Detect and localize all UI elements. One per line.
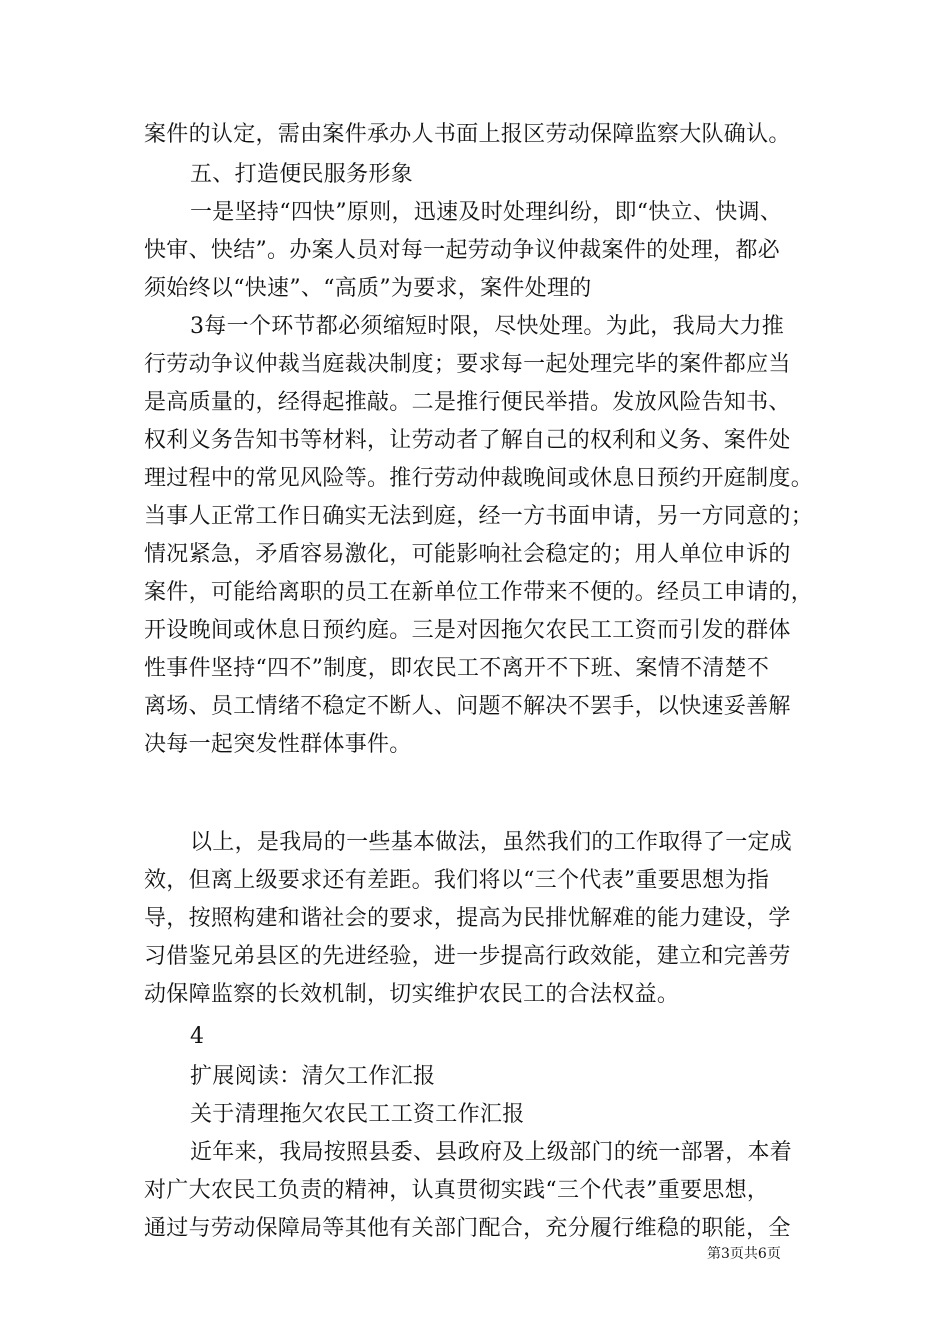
text-line: 开设晚间或休息日预约庭。三是对因拖欠农民工工资而引发的群体 bbox=[144, 618, 791, 643]
text-line: 动保障监察的长效机制，切实维护农民工的合法权益。 bbox=[144, 982, 680, 1007]
text-line: 理过程中的常见风险等。推行劳动仲裁晚间或休息日预约开庭制度。 bbox=[144, 466, 814, 491]
text-line: 导，按照构建和谐社会的要求，提高为民排忧解难的能力建设，学 bbox=[144, 906, 791, 931]
text-line: 3每一个环节都必须缩短时限，尽快处理。为此，我局大力推 bbox=[190, 314, 785, 339]
report-title: 关于清理拖欠农民工工资工作汇报 bbox=[190, 1102, 525, 1127]
section-heading: 五、打造便民服务形象 bbox=[190, 162, 414, 187]
page-footer: 第3页共6页 bbox=[707, 1246, 781, 1262]
text-line: 行劳动争议仲裁当庭裁决制度；要求每一起处理完毕的案件都应当 bbox=[144, 352, 791, 377]
text-line: 对广大农民工负责的精神，认真贯彻实践“三个代表”重要思想， bbox=[144, 1178, 770, 1203]
text-line: 是高质量的，经得起推敲。二是推行便民举措。发放风险告知书、 bbox=[144, 390, 791, 415]
text-line: 通过与劳动保障局等其他有关部门配合，充分履行维稳的职能，全 bbox=[144, 1216, 791, 1241]
text-line: 权利义务告知书等材料，让劳动者了解自己的权利和义务、案件处 bbox=[144, 428, 791, 453]
text-line: 决每一起突发性群体事件。 bbox=[144, 732, 412, 757]
text-line: 须始终以“快速”、“高质”为要求，案件处理的 bbox=[144, 276, 592, 301]
text-line: 性事件坚持“四不”制度，即农民工不离开不下班、案情不清楚不 bbox=[144, 656, 770, 681]
text-line: 案件的认定，需由案件承办人书面上报区劳动保障监察大队确认。 bbox=[144, 122, 791, 147]
page-number-marker: 4 bbox=[190, 1024, 205, 1049]
text-line: 当事人正常工作日确实无法到庭，经一方书面申请，另一方同意的； bbox=[144, 504, 814, 529]
text-line: 一是坚持“四快”原则，迅速及时处理纠纷，即“快立、快调、 bbox=[190, 200, 783, 225]
text-line: 案件，可能给离职的员工在新单位工作带来不便的。经员工申请的， bbox=[144, 580, 814, 605]
text-line: 近年来，我局按照县委、县政府及上级部门的统一部署，本着 bbox=[190, 1140, 793, 1165]
extended-reading-heading: 扩展阅读：清欠工作汇报 bbox=[190, 1064, 436, 1089]
text-line: 快审、快结”。办案人员对每一起劳动争议仲裁案件的处理，都必 bbox=[144, 238, 780, 263]
text-line: 习借鉴兄弟县区的先进经验，进一步提高行政效能，建立和完善劳 bbox=[144, 944, 791, 969]
text-line: 情况紧急，矛盾容易激化，可能影响社会稳定的；用人单位申诉的 bbox=[144, 542, 791, 567]
text-line: 以上，是我局的一些基本做法，虽然我们的工作取得了一定成 bbox=[190, 830, 793, 855]
text-line: 效，但离上级要求还有差距。我们将以“三个代表”重要思想为指 bbox=[144, 868, 770, 893]
text-line: 离场、员工情绪不稳定不断人、问题不解决不罢手，以快速妥善解 bbox=[144, 694, 791, 719]
